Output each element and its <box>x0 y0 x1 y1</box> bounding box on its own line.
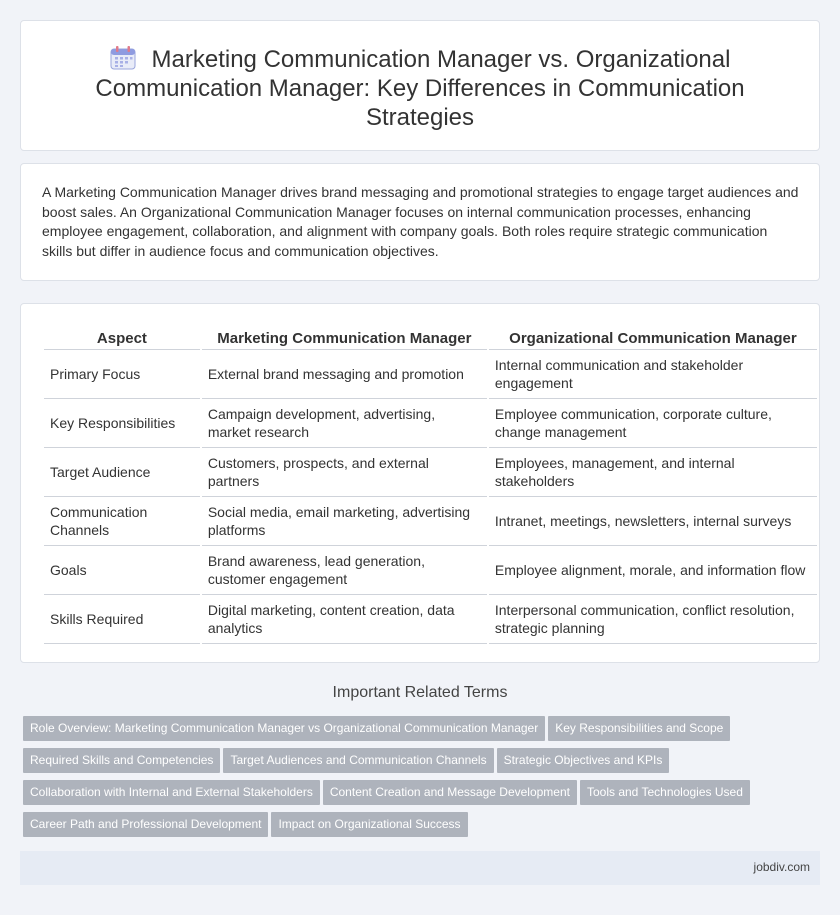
cell-organizational: Employees, management, and internal stakeholders <box>489 448 817 497</box>
calendar-icon <box>110 46 136 70</box>
cell-organizational: Internal communication and stakeholder engagement <box>489 350 817 399</box>
table-row <box>44 497 817 546</box>
related-term-tag[interactable]: Career Path and Professional Development <box>23 812 268 837</box>
footer <box>20 851 820 885</box>
related-term-tag[interactable]: Required Skills and Competencies <box>23 748 220 773</box>
table-row <box>44 448 817 497</box>
table-row <box>44 595 817 644</box>
title-card <box>20 20 820 151</box>
cell-aspect: Primary Focus <box>44 350 200 399</box>
cell-aspect: Target Audience <box>44 448 200 497</box>
cell-marketing: Social media, email marketing, advertising platforms <box>202 497 487 546</box>
comparison-card <box>20 303 820 663</box>
table-row <box>44 399 817 448</box>
header-aspect: Aspect <box>44 325 200 350</box>
table-header-row <box>44 325 817 350</box>
cell-marketing: External brand messaging and promotion <box>202 350 487 399</box>
related-term-tag[interactable]: Key Responsibilities and Scope <box>548 716 730 741</box>
cell-aspect: Key Responsibilities <box>44 399 200 448</box>
related-term-tag[interactable]: Content Creation and Message Development <box>323 780 577 805</box>
related-term-tag[interactable]: Tools and Technologies Used <box>580 780 750 805</box>
cell-marketing: Customers, prospects, and external partners <box>202 448 487 497</box>
cell-marketing: Brand awareness, lead generation, customer engagement <box>202 546 487 595</box>
related-term-tag[interactable]: Impact on Organizational Success <box>271 812 467 837</box>
header-organizational: Organizational Communication Manager <box>489 325 817 350</box>
cell-aspect: Goals <box>44 546 200 595</box>
related-terms-tags <box>23 716 783 844</box>
cell-organizational: Employee alignment, morale, and information flow <box>489 546 817 595</box>
page-title <box>61 45 779 132</box>
page-title-text: Marketing Communication Manager vs. Organizational Communication Manager: Key Differences in Communication Strategies <box>95 46 745 131</box>
cell-organizational: Interpersonal communication, conflict resolution, strategic planning <box>489 595 817 644</box>
cell-aspect: Communication Channels <box>44 497 200 546</box>
related-term-tag[interactable]: Collaboration with Internal and External Stakeholders <box>23 780 320 805</box>
cell-aspect: Skills Required <box>44 595 200 644</box>
intro-card <box>20 163 820 281</box>
related-term-tag[interactable]: Role Overview: Marketing Communication Manager vs Organizational Communication Manager <box>23 716 545 741</box>
table-row <box>44 546 817 595</box>
footer-site-link[interactable]: jobdiv.com <box>753 860 810 874</box>
header-marketing: Marketing Communication Manager <box>202 325 487 350</box>
cell-marketing: Campaign development, advertising, market research <box>202 399 487 448</box>
related-term-tag[interactable]: Strategic Objectives and KPIs <box>497 748 670 773</box>
intro-paragraph: A Marketing Communication Manager drives brand messaging and promotional strategies to engage target audiences and boost sales. An Organizational Communication Manager focuses on internal communication processes, enhancing employee engagement, collaboration, and alignment with company goals. Both roles require strategic communication skills but differ in audience focus and communication objectives. <box>42 184 799 259</box>
related-terms-heading: Important Related Terms <box>332 684 508 701</box>
table-row <box>44 350 817 399</box>
cell-organizational: Employee communication, corporate culture, change management <box>489 399 817 448</box>
title-wrap <box>61 45 779 132</box>
related-term-tag[interactable]: Target Audiences and Communication Channels <box>223 748 493 773</box>
cell-marketing: Digital marketing, content creation, data analytics <box>202 595 487 644</box>
cell-organizational: Intranet, meetings, newsletters, internal surveys <box>489 497 817 546</box>
comparison-table <box>42 325 819 644</box>
